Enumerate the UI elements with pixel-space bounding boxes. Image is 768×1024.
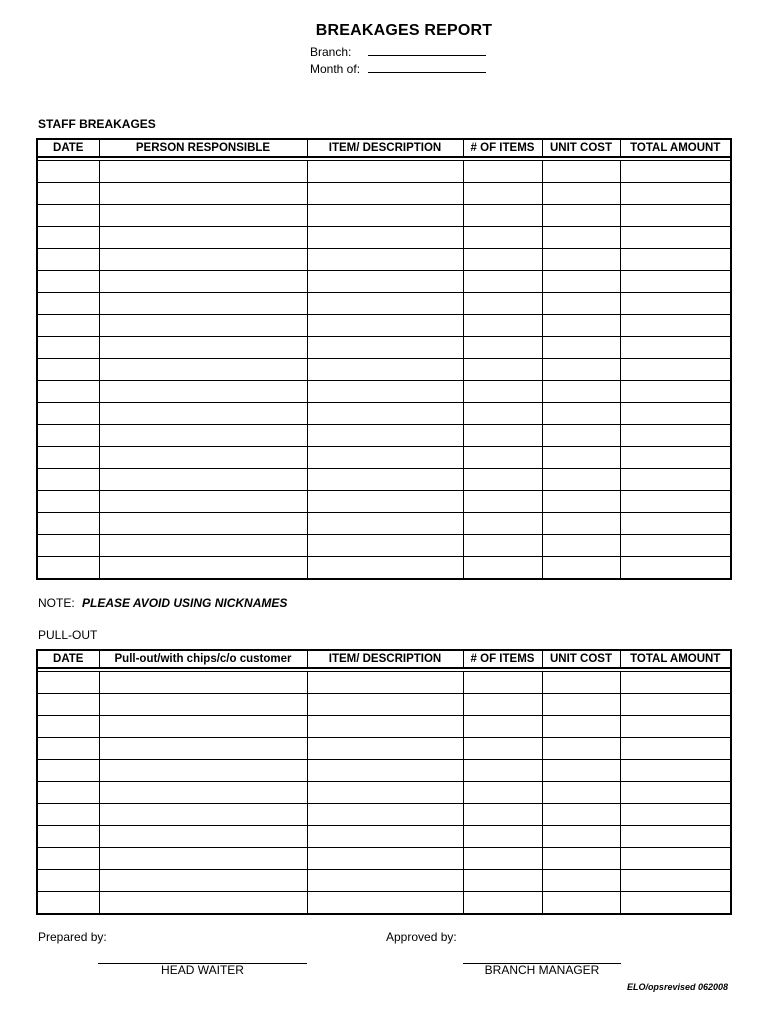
table-cell[interactable] bbox=[37, 535, 99, 557]
table-cell[interactable] bbox=[463, 271, 542, 293]
table-cell[interactable] bbox=[463, 557, 542, 580]
column-header-unit-cost: UNIT COST bbox=[542, 139, 620, 157]
table-cell[interactable] bbox=[307, 892, 463, 915]
table-cell[interactable] bbox=[463, 227, 542, 249]
table-cell[interactable] bbox=[620, 535, 731, 557]
table-row bbox=[37, 315, 731, 337]
column-header-pullout-customer: Pull-out/with chips/c/o customer bbox=[99, 650, 307, 668]
table-cell[interactable] bbox=[307, 381, 463, 403]
table-cell[interactable] bbox=[37, 738, 99, 760]
table-cell[interactable] bbox=[542, 826, 620, 848]
table-cell[interactable] bbox=[37, 271, 99, 293]
table-cell[interactable] bbox=[463, 425, 542, 447]
table-cell[interactable] bbox=[620, 469, 731, 491]
table-cell[interactable] bbox=[463, 826, 542, 848]
table-cell[interactable] bbox=[99, 249, 307, 271]
table-cell[interactable] bbox=[307, 826, 463, 848]
table-cell[interactable] bbox=[37, 716, 99, 738]
table-cell[interactable] bbox=[620, 447, 731, 469]
table-cell[interactable] bbox=[307, 716, 463, 738]
table-cell[interactable] bbox=[307, 249, 463, 271]
table-row bbox=[37, 469, 731, 491]
table-cell[interactable] bbox=[463, 513, 542, 535]
pullout-table-body bbox=[37, 668, 731, 914]
table-cell[interactable] bbox=[307, 870, 463, 892]
table-cell[interactable] bbox=[463, 672, 542, 694]
table-cell[interactable] bbox=[463, 381, 542, 403]
approved-by-label: Approved by: bbox=[386, 930, 457, 944]
table-cell[interactable] bbox=[463, 403, 542, 425]
table-cell[interactable] bbox=[463, 337, 542, 359]
table-cell[interactable] bbox=[542, 513, 620, 535]
table-cell[interactable] bbox=[99, 447, 307, 469]
table-row bbox=[37, 337, 731, 359]
table-cell[interactable] bbox=[37, 205, 99, 227]
table-row bbox=[37, 425, 731, 447]
table-cell[interactable] bbox=[620, 337, 731, 359]
table-cell[interactable] bbox=[620, 716, 731, 738]
branch-field bbox=[310, 45, 486, 59]
table-row bbox=[37, 491, 731, 513]
table-cell[interactable] bbox=[463, 491, 542, 513]
table-cell[interactable] bbox=[620, 672, 731, 694]
table-cell[interactable] bbox=[463, 293, 542, 315]
table-cell[interactable] bbox=[620, 804, 731, 826]
table-cell[interactable] bbox=[307, 315, 463, 337]
table-cell[interactable] bbox=[99, 491, 307, 513]
table-cell[interactable] bbox=[463, 716, 542, 738]
column-header-number-of-items: # OF ITEMS bbox=[463, 139, 542, 157]
table-cell[interactable] bbox=[37, 672, 99, 694]
table-cell[interactable] bbox=[542, 249, 620, 271]
table-row bbox=[37, 672, 731, 694]
month-label: Month of: bbox=[310, 62, 361, 76]
month-blank-line[interactable] bbox=[368, 62, 486, 73]
table-row bbox=[37, 782, 731, 804]
table-cell[interactable] bbox=[463, 870, 542, 892]
note-text: PLEASE AVOID USING NICKNAMES bbox=[82, 596, 288, 610]
table-cell[interactable] bbox=[620, 403, 731, 425]
table-cell[interactable] bbox=[542, 738, 620, 760]
report-title: BREAKAGES REPORT bbox=[315, 22, 493, 39]
table-cell[interactable] bbox=[620, 760, 731, 782]
table-cell[interactable] bbox=[620, 782, 731, 804]
table-cell[interactable] bbox=[620, 271, 731, 293]
column-header-date: DATE bbox=[37, 650, 99, 668]
table-cell[interactable] bbox=[463, 205, 542, 227]
table-cell[interactable] bbox=[620, 425, 731, 447]
branch-label: Branch: bbox=[310, 45, 352, 59]
approved-role: BRANCH MANAGER bbox=[484, 963, 600, 977]
table-cell[interactable] bbox=[37, 557, 99, 580]
table-cell[interactable] bbox=[542, 205, 620, 227]
table-cell[interactable] bbox=[99, 557, 307, 580]
table-cell[interactable] bbox=[620, 738, 731, 760]
table-row bbox=[37, 738, 731, 760]
table-cell[interactable] bbox=[99, 271, 307, 293]
table-cell[interactable] bbox=[99, 227, 307, 249]
table-cell[interactable] bbox=[99, 161, 307, 183]
column-header-unit-cost: UNIT COST bbox=[542, 650, 620, 668]
table-cell[interactable] bbox=[542, 227, 620, 249]
table-row bbox=[37, 535, 731, 557]
table-row bbox=[37, 804, 731, 826]
table-row bbox=[37, 227, 731, 249]
table-cell[interactable] bbox=[307, 271, 463, 293]
table-cell[interactable] bbox=[620, 293, 731, 315]
table-cell[interactable] bbox=[99, 183, 307, 205]
table-cell[interactable] bbox=[463, 359, 542, 381]
column-header-item-description: ITEM/ DESCRIPTION bbox=[307, 650, 463, 668]
prepared-by-label: Prepared by: bbox=[38, 930, 107, 944]
table-cell[interactable] bbox=[542, 491, 620, 513]
table-row bbox=[37, 205, 731, 227]
table-cell[interactable] bbox=[99, 337, 307, 359]
table-cell[interactable] bbox=[307, 227, 463, 249]
table-cell[interactable] bbox=[463, 249, 542, 271]
table-cell[interactable] bbox=[99, 848, 307, 870]
table-cell[interactable] bbox=[99, 513, 307, 535]
table-cell[interactable] bbox=[542, 716, 620, 738]
table-cell[interactable] bbox=[307, 337, 463, 359]
table-cell[interactable] bbox=[307, 469, 463, 491]
table-cell[interactable] bbox=[463, 447, 542, 469]
table-cell[interactable] bbox=[463, 760, 542, 782]
table-cell[interactable] bbox=[307, 491, 463, 513]
table-cell[interactable] bbox=[620, 183, 731, 205]
table-cell[interactable] bbox=[99, 381, 307, 403]
column-header-number-of-items: # OF ITEMS bbox=[463, 650, 542, 668]
table-cell[interactable] bbox=[542, 315, 620, 337]
table-cell[interactable] bbox=[37, 249, 99, 271]
table-cell[interactable] bbox=[620, 249, 731, 271]
table-cell[interactable] bbox=[620, 848, 731, 870]
table-cell[interactable] bbox=[307, 183, 463, 205]
table-row bbox=[37, 293, 731, 315]
pullout-section-label: PULL-OUT bbox=[38, 628, 98, 642]
table-cell[interactable] bbox=[37, 892, 99, 915]
table-cell[interactable] bbox=[37, 491, 99, 513]
table-cell[interactable] bbox=[307, 694, 463, 716]
table-cell[interactable] bbox=[37, 447, 99, 469]
table-row bbox=[37, 513, 731, 535]
prepared-role: HEAD WAITER bbox=[161, 963, 244, 977]
table-cell[interactable] bbox=[37, 469, 99, 491]
table-cell[interactable] bbox=[307, 782, 463, 804]
table-cell[interactable] bbox=[463, 183, 542, 205]
table-cell[interactable] bbox=[37, 782, 99, 804]
table-cell[interactable] bbox=[620, 161, 731, 183]
column-header-person-responsible: PERSON RESPONSIBLE bbox=[99, 139, 307, 157]
table-row bbox=[37, 694, 731, 716]
table-cell[interactable] bbox=[620, 359, 731, 381]
table-cell[interactable] bbox=[37, 513, 99, 535]
pullout-table bbox=[36, 649, 732, 915]
table-cell[interactable] bbox=[99, 425, 307, 447]
table-cell[interactable] bbox=[99, 672, 307, 694]
table-cell[interactable] bbox=[99, 760, 307, 782]
table-cell[interactable] bbox=[620, 227, 731, 249]
table-cell[interactable] bbox=[620, 892, 731, 915]
table-cell[interactable] bbox=[620, 381, 731, 403]
table-cell[interactable] bbox=[542, 760, 620, 782]
table-cell[interactable] bbox=[99, 293, 307, 315]
table-cell[interactable] bbox=[99, 359, 307, 381]
table-cell[interactable] bbox=[463, 535, 542, 557]
table-cell[interactable] bbox=[99, 535, 307, 557]
table-cell[interactable] bbox=[620, 694, 731, 716]
table-cell[interactable] bbox=[37, 359, 99, 381]
table-cell[interactable] bbox=[620, 315, 731, 337]
staff-section-label: STAFF BREAKAGES bbox=[38, 117, 156, 131]
table-cell[interactable] bbox=[37, 293, 99, 315]
table-row bbox=[37, 271, 731, 293]
table-cell[interactable] bbox=[307, 447, 463, 469]
table-cell[interactable] bbox=[463, 738, 542, 760]
table-cell[interactable] bbox=[542, 557, 620, 580]
table-cell[interactable] bbox=[307, 513, 463, 535]
table-cell[interactable] bbox=[542, 403, 620, 425]
table-cell[interactable] bbox=[620, 205, 731, 227]
table-cell[interactable] bbox=[37, 826, 99, 848]
table-cell[interactable] bbox=[463, 315, 542, 337]
table-cell[interactable] bbox=[542, 535, 620, 557]
table-cell[interactable] bbox=[37, 694, 99, 716]
table-cell[interactable] bbox=[463, 848, 542, 870]
table-cell[interactable] bbox=[542, 425, 620, 447]
table-cell[interactable] bbox=[37, 161, 99, 183]
table-row bbox=[37, 870, 731, 892]
note-prefix: NOTE: bbox=[38, 596, 75, 610]
staff-table-body bbox=[37, 157, 731, 579]
table-cell[interactable] bbox=[307, 804, 463, 826]
table-row bbox=[37, 826, 731, 848]
table-cell[interactable] bbox=[463, 782, 542, 804]
table-cell[interactable] bbox=[307, 760, 463, 782]
table-cell[interactable] bbox=[542, 804, 620, 826]
table-cell[interactable] bbox=[620, 826, 731, 848]
table-cell[interactable] bbox=[37, 337, 99, 359]
table-cell[interactable] bbox=[542, 447, 620, 469]
table-cell[interactable] bbox=[542, 469, 620, 491]
table-row bbox=[37, 249, 731, 271]
table-cell[interactable] bbox=[620, 870, 731, 892]
column-header-total-amount: TOTAL AMOUNT bbox=[620, 650, 731, 668]
table-cell[interactable] bbox=[99, 826, 307, 848]
table-cell[interactable] bbox=[542, 870, 620, 892]
table-cell[interactable] bbox=[37, 804, 99, 826]
table-row bbox=[37, 381, 731, 403]
table-row bbox=[37, 716, 731, 738]
table-cell[interactable] bbox=[37, 848, 99, 870]
table-cell[interactable] bbox=[542, 694, 620, 716]
table-cell[interactable] bbox=[542, 672, 620, 694]
table-cell[interactable] bbox=[307, 672, 463, 694]
table-cell[interactable] bbox=[542, 293, 620, 315]
table-cell[interactable] bbox=[542, 271, 620, 293]
table-cell[interactable] bbox=[463, 804, 542, 826]
table-cell[interactable] bbox=[307, 205, 463, 227]
table-cell[interactable] bbox=[542, 782, 620, 804]
table-row bbox=[37, 183, 731, 205]
table-row bbox=[37, 359, 731, 381]
table-cell[interactable] bbox=[542, 848, 620, 870]
table-cell[interactable] bbox=[37, 183, 99, 205]
table-cell[interactable] bbox=[542, 183, 620, 205]
table-cell[interactable] bbox=[307, 848, 463, 870]
table-row bbox=[37, 848, 731, 870]
table-cell[interactable] bbox=[37, 760, 99, 782]
table-row bbox=[37, 892, 731, 915]
table-cell[interactable] bbox=[463, 161, 542, 183]
table-cell[interactable] bbox=[99, 469, 307, 491]
table-row bbox=[37, 557, 731, 580]
table-cell[interactable] bbox=[37, 870, 99, 892]
table-cell[interactable] bbox=[99, 694, 307, 716]
table-cell[interactable] bbox=[307, 425, 463, 447]
table-cell[interactable] bbox=[542, 892, 620, 915]
table-cell[interactable] bbox=[307, 161, 463, 183]
table-cell[interactable] bbox=[37, 381, 99, 403]
table-row bbox=[37, 403, 731, 425]
table-cell[interactable] bbox=[620, 557, 731, 580]
table-cell[interactable] bbox=[99, 870, 307, 892]
table-cell[interactable] bbox=[99, 782, 307, 804]
table-cell[interactable] bbox=[37, 403, 99, 425]
table-cell[interactable] bbox=[542, 337, 620, 359]
column-header-date: DATE bbox=[37, 139, 99, 157]
table-cell[interactable] bbox=[307, 535, 463, 557]
table-cell[interactable] bbox=[307, 359, 463, 381]
form-revision-code: ELO/opsrevised 062008 bbox=[626, 982, 728, 992]
table-cell[interactable] bbox=[463, 694, 542, 716]
column-header-total-amount: TOTAL AMOUNT bbox=[620, 139, 731, 157]
table-cell[interactable] bbox=[463, 469, 542, 491]
table-cell[interactable] bbox=[542, 381, 620, 403]
month-field bbox=[310, 62, 486, 76]
staff-breakages-table bbox=[36, 138, 732, 580]
note bbox=[38, 596, 287, 610]
table-cell[interactable] bbox=[37, 227, 99, 249]
table-cell[interactable] bbox=[620, 491, 731, 513]
table-cell[interactable] bbox=[37, 425, 99, 447]
table-cell[interactable] bbox=[99, 315, 307, 337]
table-cell[interactable] bbox=[99, 892, 307, 915]
table-row bbox=[37, 760, 731, 782]
table-cell[interactable] bbox=[307, 293, 463, 315]
column-header-item-description: ITEM/ DESCRIPTION bbox=[307, 139, 463, 157]
table-row bbox=[37, 161, 731, 183]
table-cell[interactable] bbox=[37, 315, 99, 337]
table-cell[interactable] bbox=[307, 738, 463, 760]
table-cell[interactable] bbox=[99, 205, 307, 227]
table-cell[interactable] bbox=[99, 716, 307, 738]
table-cell[interactable] bbox=[99, 403, 307, 425]
table-cell[interactable] bbox=[307, 557, 463, 580]
branch-blank-line[interactable] bbox=[368, 45, 486, 56]
table-cell[interactable] bbox=[99, 738, 307, 760]
table-cell[interactable] bbox=[99, 804, 307, 826]
table-cell[interactable] bbox=[542, 359, 620, 381]
table-cell[interactable] bbox=[620, 513, 731, 535]
table-cell[interactable] bbox=[463, 892, 542, 915]
table-row bbox=[37, 447, 731, 469]
table-cell[interactable] bbox=[542, 161, 620, 183]
table-cell[interactable] bbox=[307, 403, 463, 425]
